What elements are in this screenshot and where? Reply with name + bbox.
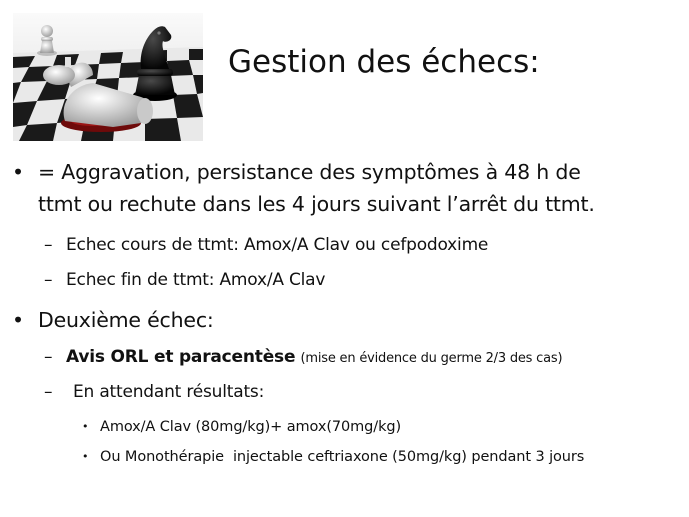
sub-bullet-1-2-text: Echec fin de ttmt: Amox/A Clav [66,270,326,290]
bullet-1-line-1: = Aggravation, persistance des symptômes à 48 h de [38,160,581,184]
sub-sub-bullet-1 [82,417,402,437]
bullet-dot-icon: • [12,160,24,184]
bullet-dot-icon: • [12,308,24,332]
dash-icon: – [44,382,53,402]
bullet-dot-icon: • [82,420,89,433]
bullet-2 [12,305,214,336]
sub-sub-bullet-1-text: Amox/A Clav (80mg/kg)+ amox(70mg/kg) [100,419,402,435]
bullet-1-continuation [38,189,595,220]
bullet-dot-icon: • [82,450,89,463]
sub-bullet-2-2 [44,380,265,404]
sub-bullet-1-2 [44,268,326,292]
sub-sub-bullet-2 [82,447,585,467]
sub-bullet-2-2-text: En attendant résultats: [73,382,265,402]
sub-bullet-2-1 [44,345,563,371]
slide-title: Gestion des échecs: [228,44,540,80]
dash-icon: – [44,270,53,290]
sub-bullet-2-1-bold: Avis ORL et paracentèse [66,347,296,367]
bullet-1 [12,157,581,188]
dash-icon: – [44,347,53,367]
dash-icon: – [44,235,53,255]
chess-icon [13,13,203,141]
chess-pieces-image [13,13,203,141]
sub-bullet-1-1-text: Echec cours de ttmt: Amox/A Clav ou cefpodoxime [66,235,489,255]
sub-bullet-2-1-note: (mise en évidence du germe 2/3 des cas) [300,351,563,366]
sub-sub-bullet-2-text: Ou Monothérapie injectable ceftriaxone (50mg/kg) pendant 3 jours [100,449,585,465]
bullet-1-line-2: ttmt ou rechute dans les 4 jours suivant l’arrêt du ttmt. [38,192,595,216]
bullet-2-text: Deuxième échec: [38,308,214,332]
sub-bullet-1-1 [44,233,489,257]
